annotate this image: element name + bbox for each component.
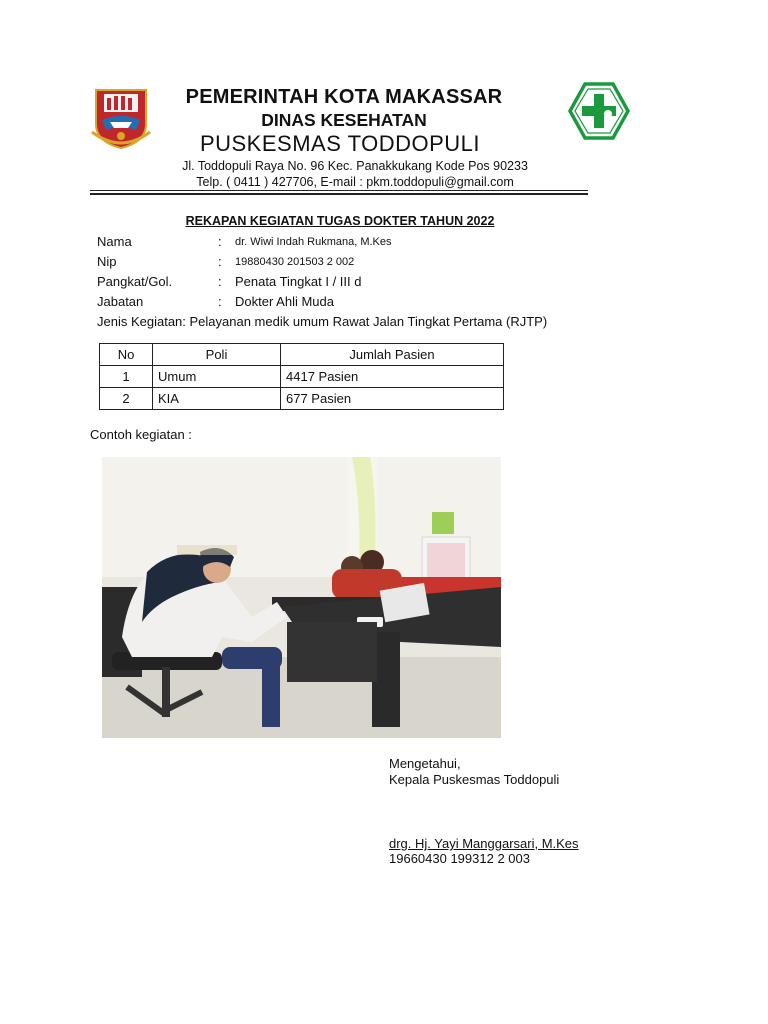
field-label-nip: Nip <box>97 254 117 269</box>
activity-photo <box>102 457 501 738</box>
header-divider-thick <box>90 193 588 195</box>
field-sep-nip: : <box>218 254 222 269</box>
field-label-nama: Nama <box>97 234 132 249</box>
field-label-jabatan: Jabatan <box>97 294 144 309</box>
example-label: Contoh kegiatan : <box>90 427 192 442</box>
signature-name: drg. Hj. Yayi Manggarsari, M.Kes <box>389 836 579 851</box>
signature-position: Kepala Puskesmas Toddopuli <box>389 772 560 787</box>
table-header-jumlah: Jumlah Pasien <box>281 344 504 366</box>
table-header-poli: Poli <box>153 344 281 366</box>
table-cell-jumlah: 4417 Pasien <box>281 366 504 388</box>
table-cell-jumlah: 677 Pasien <box>281 388 504 410</box>
patient-summary-table <box>99 343 504 410</box>
field-label-pangkat: Pangkat/Gol. <box>97 274 173 289</box>
field-sep-nama: : <box>218 234 222 249</box>
signature-nip: 19660430 199312 2 003 <box>389 851 530 866</box>
activity-type: Jenis Kegiatan: Pelayanan medik umum Rawat Jalan Tingkat Pertama (RJTP) <box>97 314 548 329</box>
document-title: REKAPAN KEGIATAN TUGAS DOKTER TAHUN 2022 <box>185 214 495 228</box>
header-department: DINAS KESEHATAN <box>261 110 427 130</box>
table-header-row <box>100 344 504 366</box>
field-value-pangkat: Penata Tingkat I / III d <box>235 274 362 289</box>
header-contact: Telp. ( 0411 ) 427706, E-mail : pkm.toddopuli@gmail.com <box>196 175 514 189</box>
table-header-no: No <box>100 344 153 366</box>
header-puskesmas: PUSKESMAS TODDOPULI <box>199 131 481 156</box>
table-cell-poli: KIA <box>153 388 281 410</box>
field-value-nip: 19880430 201503 2 002 <box>235 256 355 268</box>
table-row <box>100 366 504 388</box>
header-government: PEMERINTAH KOTA MAKASSAR <box>185 86 503 108</box>
table-row <box>100 388 504 410</box>
field-value-nama: dr. Wiwi Indah Rukmana, M.Kes <box>235 236 392 248</box>
header-divider-thin <box>90 190 588 191</box>
signature-acknowledge: Mengetahui, <box>389 756 461 771</box>
field-value-jabatan: Dokter Ahli Muda <box>235 294 334 309</box>
header-address: Jl. Toddopuli Raya No. 96 Kec. Panakkukang Kode Pos 90233 <box>182 159 528 173</box>
field-sep-pangkat: : <box>218 274 222 289</box>
table-cell-poli: Umum <box>153 366 281 388</box>
table-cell-no: 2 <box>100 388 153 410</box>
table-cell-no: 1 <box>100 366 153 388</box>
field-sep-jabatan: : <box>218 294 222 309</box>
